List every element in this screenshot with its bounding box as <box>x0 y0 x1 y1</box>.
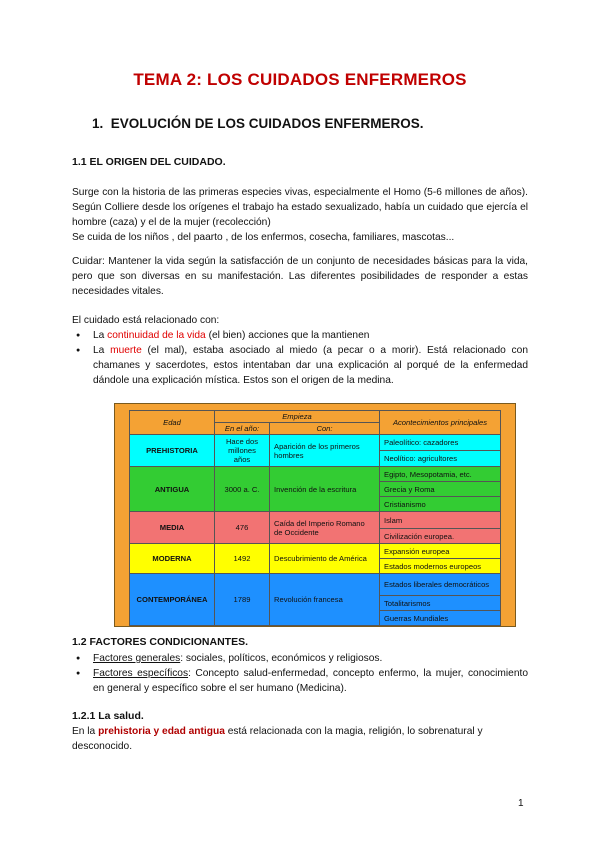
bullet-list-factors <box>72 651 528 696</box>
highlight-text: prehistoria y edad antigua <box>98 726 225 737</box>
list-item <box>72 343 528 388</box>
event-cell: Egipto, Mesopotamia, etc. <box>380 467 501 482</box>
event-cell: Estados modernos europeos <box>380 559 501 574</box>
page-title: TEMA 2: LOS CUIDADOS ENFERMEROS <box>133 70 467 89</box>
table-row <box>130 574 501 596</box>
era-cell: ANTIGUA <box>130 467 215 512</box>
bullet-list-care <box>72 328 528 388</box>
paragraph-health-text <box>72 724 528 754</box>
paragraph-health <box>72 724 528 754</box>
paragraph-origin-line-1: Surge con la historia de las primeras especies vivas, especialmente el Homo (5-6 millones de años). Según Colliere desde los orígenes el trabajo ha estado sexualizado, había un cuidado que ejercía el hombre (caza) y el de la mujer (recolección) <box>72 187 528 228</box>
list-item <box>72 328 528 343</box>
event-cell: Totalitarismos <box>380 596 501 611</box>
start-cell: Invención de la escritura <box>270 467 380 512</box>
table-header-row <box>130 411 501 423</box>
page-number: 1 <box>518 798 524 809</box>
factor-label: Factores específicos <box>93 668 189 679</box>
event-cell: Expansión europea <box>380 544 501 559</box>
event-cell: Estados liberales democráticos <box>380 574 501 596</box>
bullet-text: (el bien) acciones que la mantienen <box>205 330 370 341</box>
subsection-heading-1-1: 1.1 EL ORIGEN DEL CUIDADO. <box>72 156 226 168</box>
history-table-figure <box>114 403 516 627</box>
body-text: está relacionada con la magia, religión, lo sobrenatural y desconocido. <box>72 726 483 752</box>
start-cell: Caída del Imperio Romano de Occidente <box>270 512 380 544</box>
list-item <box>72 666 528 696</box>
year-cell: 1789 <box>215 574 270 626</box>
era-cell: MODERNA <box>130 544 215 574</box>
col-con: Con: <box>270 423 380 435</box>
event-cell: Neolítico: agricultores <box>380 451 501 467</box>
col-empieza: Empieza <box>215 411 380 423</box>
section-heading <box>92 116 424 131</box>
col-edad: Edad <box>130 411 215 435</box>
event-cell: Cristianismo <box>380 497 501 512</box>
history-table <box>129 410 501 626</box>
era-cell: PREHISTORIA <box>130 435 215 467</box>
event-cell: Paleolítico: cazadores <box>380 435 501 451</box>
year-cell: 476 <box>215 512 270 544</box>
paragraph-related-text: El cuidado está relacionado con: <box>72 315 220 326</box>
start-cell: Revolución francesa <box>270 574 380 626</box>
start-cell: Aparición de los primeros hombres <box>270 435 380 467</box>
event-cell: Islam <box>380 512 501 529</box>
table-row <box>130 544 501 559</box>
bullet-text: La <box>93 330 108 341</box>
start-cell: Descubrimiento de América <box>270 544 380 574</box>
highlight-text: muerte <box>110 345 142 356</box>
bullet-text: (el mal), estaba asociado al miedo (a pecar o a morir). Está relacionado con chamanes y sacerdotes, estos intentaban dar una explicación al porqué de la enfermedad dándole una explicación mística. Estos son el origen de la medina. <box>93 345 528 386</box>
era-cell: CONTEMPORÁNEA <box>130 574 215 626</box>
factor-label: Factores generales <box>93 653 181 664</box>
year-cell: 3000 a. C. <box>215 467 270 512</box>
year-cell: 1492 <box>215 544 270 574</box>
event-cell: Civilización europea. <box>380 529 501 544</box>
table-row <box>130 467 501 482</box>
col-acontecimientos: Acontecimientos principales <box>380 411 501 435</box>
bullet-text: : sociales, políticos, económicos y religiosos. <box>180 653 383 664</box>
event-cell: Grecia y Roma <box>380 482 501 497</box>
bullet-text: La <box>93 345 111 356</box>
subsection-heading-1-2-1: 1.2.1 La salud. <box>72 710 144 722</box>
list-item <box>72 651 528 666</box>
paragraph-cuidar <box>72 254 528 299</box>
section-title-text: EVOLUCIÓN DE LOS CUIDADOS ENFERMEROS. <box>110 116 424 131</box>
section-number: 1. <box>92 116 104 131</box>
paragraph-related <box>72 313 528 328</box>
event-cell: Guerras Mundiales <box>380 611 501 626</box>
paragraph-cuidar-text: Cuidar: Mantener la vida según la satisfacción de un conjunto de necesidades básicas para la vida, pero que son diversas en su manifestación. Las diferentes posibilidades de responder a estas necesidades vitales. <box>72 256 528 297</box>
table-row <box>130 435 501 451</box>
bullet-text: : Concepto salud-enfermedad, concepto enfermo, la mujer, conocimiento en general y específico sobre el ser humano (Medicina). <box>93 668 528 694</box>
era-cell: MEDIA <box>130 512 215 544</box>
paragraph-origin <box>72 185 528 245</box>
body-text: En la <box>72 726 99 737</box>
subsection-heading-1-2: 1.2 FACTORES CONDICIONANTES. <box>72 636 248 648</box>
paragraph-origin-line-2: Se cuida de los niños , del paarto , de los enfermos, cosecha, familiares, mascotas... <box>72 232 455 243</box>
table-row <box>130 512 501 529</box>
highlight-text: continuidad de la vida <box>107 330 206 341</box>
year-cell: Hace dos millones años <box>215 435 270 467</box>
col-ano: En el año: <box>215 423 270 435</box>
